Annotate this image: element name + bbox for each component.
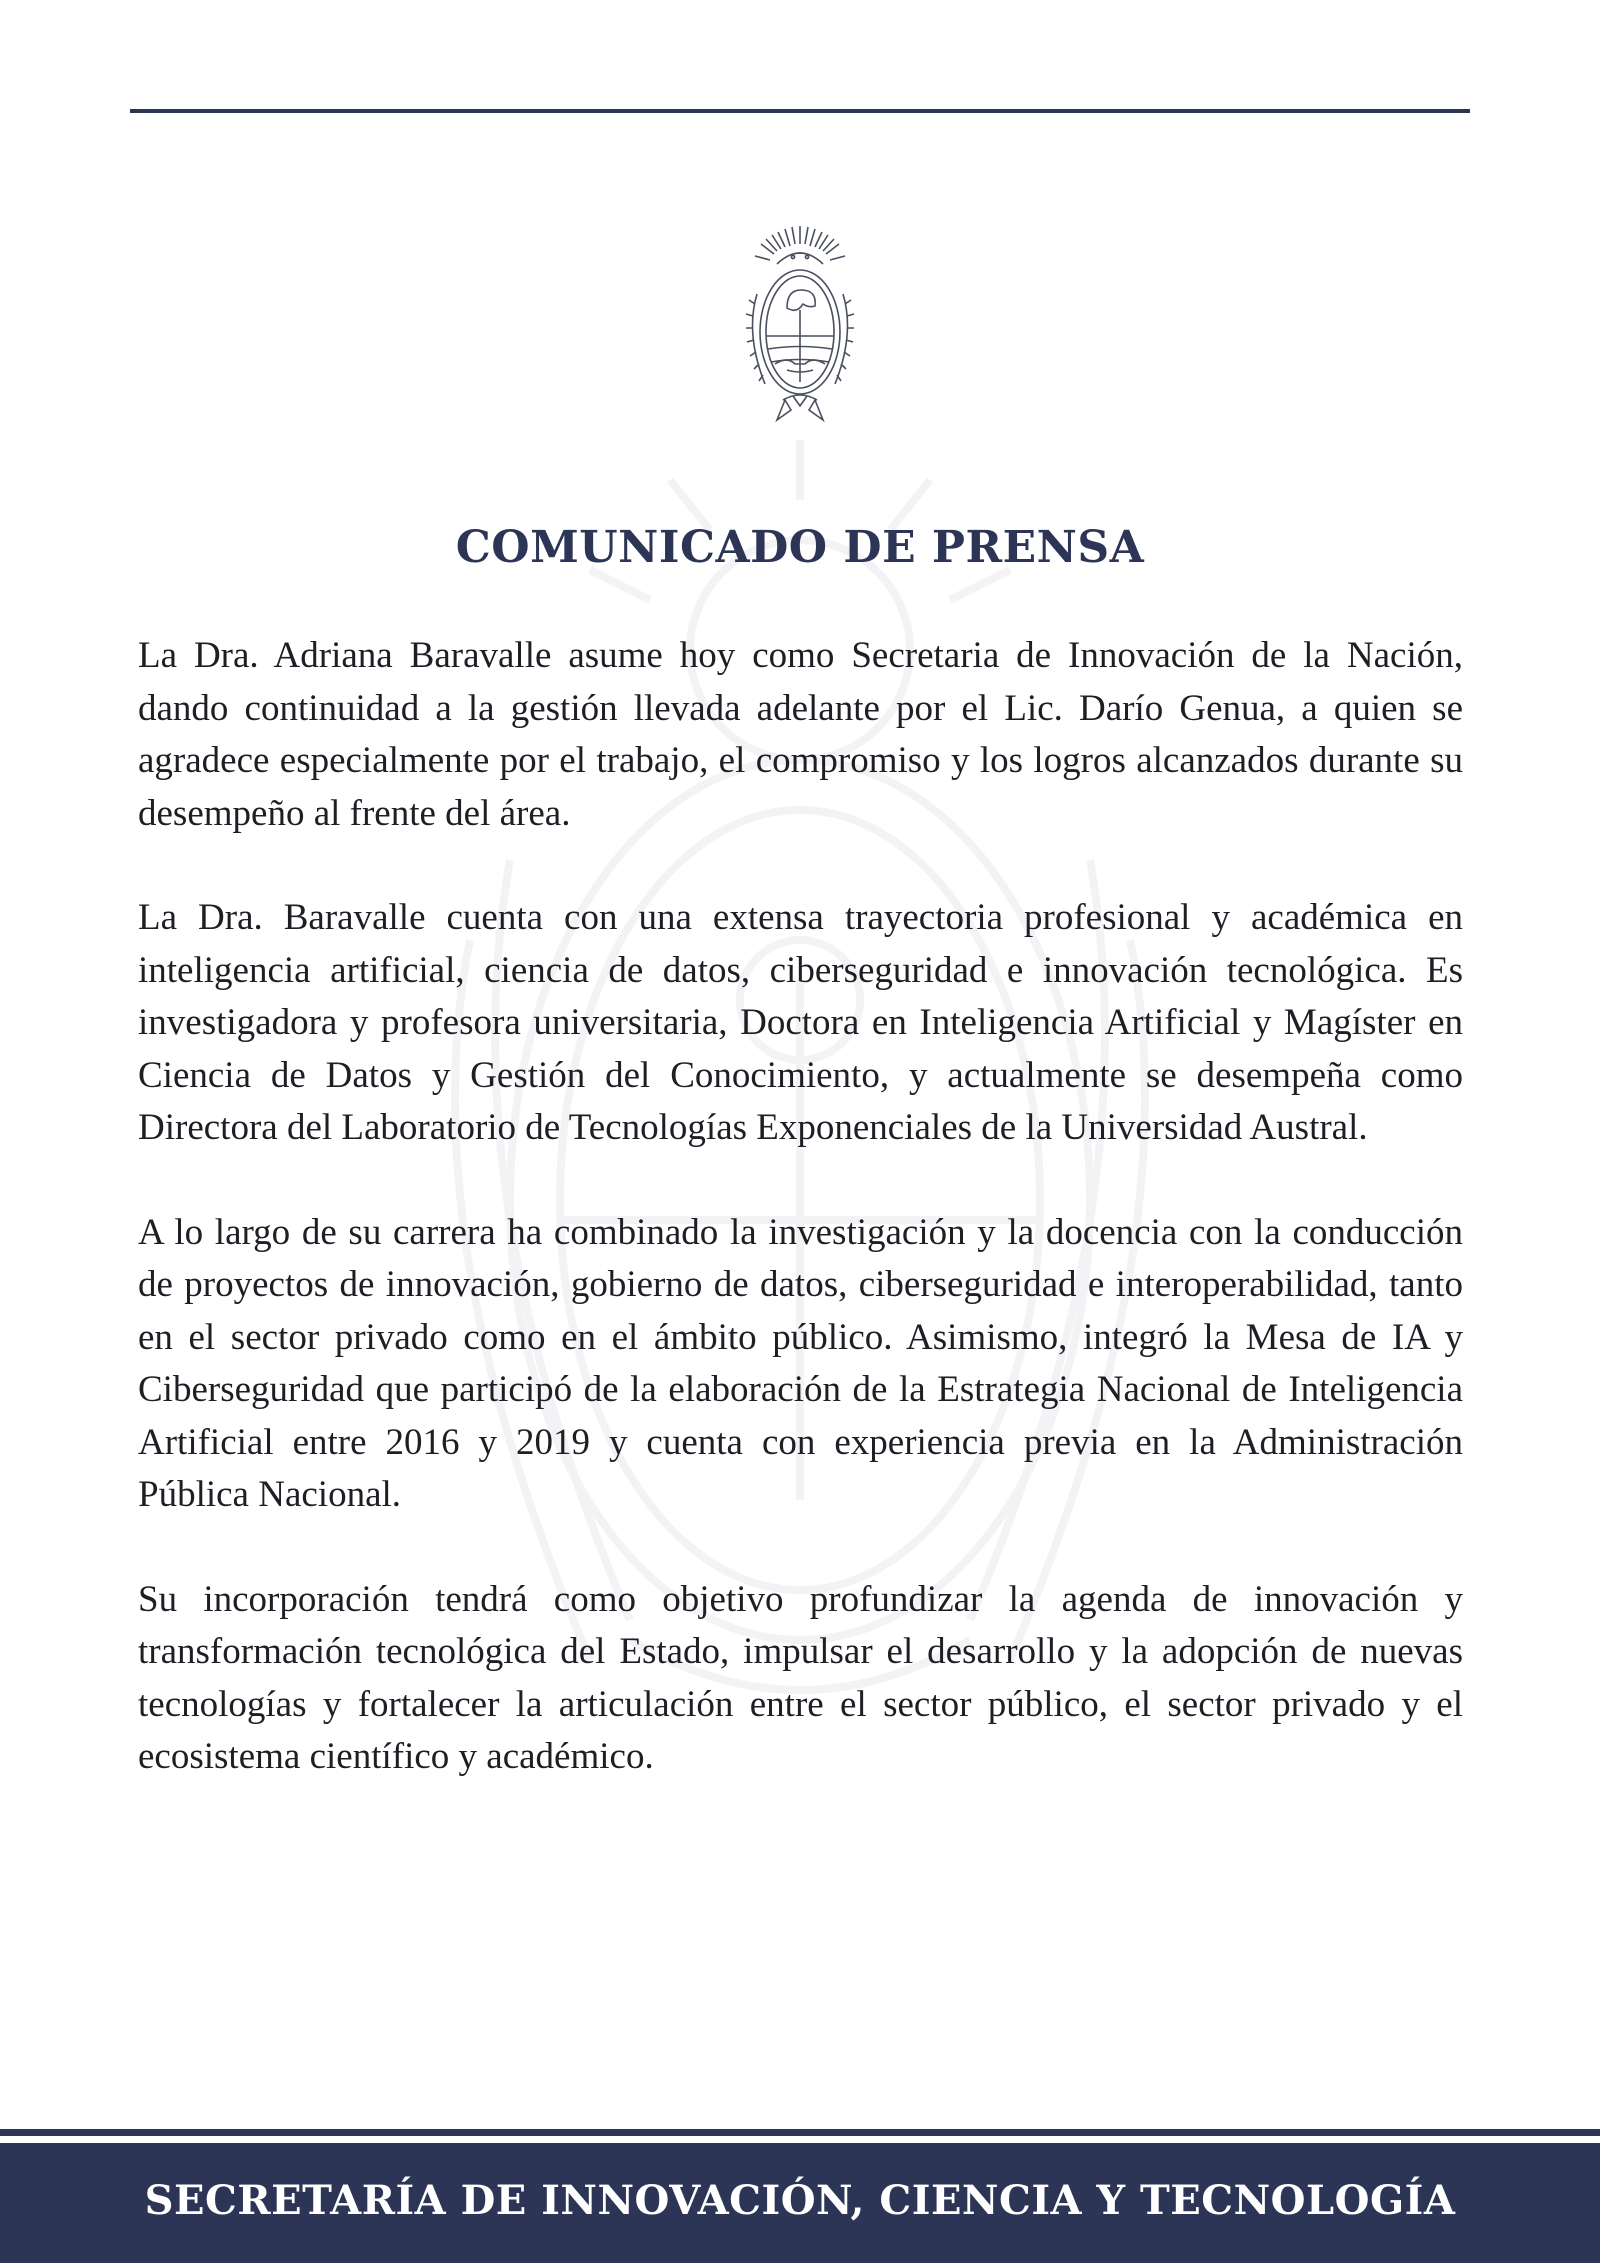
paragraph-3: A lo largo de su carrera ha combinado la investigación y la docencia con la conducción de proyectos de innovación, gobierno de datos, ciberseguridad e interoperabilidad, tanto en el sector privado como en el ámbito público. Asimismo, integró la Mesa de IA y Ciberseguridad que participó de la elaboración de la Estrategia Nacional de Inteligencia Artificial entre 2016 y 2019 y cuenta con experiencia previa en la Administración Pública Nacional.	[138, 1211, 1463, 1515]
footer-divider	[0, 2129, 1600, 2136]
paragraph-4: Su incorporación tendrá como objetivo profundizar la agenda de innovación y transformación tecnológica del Estado, impulsar el desarrollo y la adopción de nuevas tecnologías y fortalecer la articulación entre el sector público, el sector privado y el ecosistema científico y académico.	[138, 1578, 1463, 1777]
page-title: COMUNICADO DE PRENSA	[455, 522, 1145, 573]
header-divider	[130, 109, 1470, 113]
coat-of-arms-icon	[735, 224, 865, 434]
footer-organization: SECRETARÍA DE INNOVACIÓN, CIENCIA Y TECNOLOGÍA	[144, 2176, 1456, 2224]
paragraph-2: La Dra. Baravalle cuenta con una extensa trayectoria profesional y académica en inteligencia artificial, ciencia de datos, ciberseguridad e innovación tecnológica. Es investigadora y profesora universitaria, Doctora en Inteligencia Artificial y Magíster en Ciencia de Datos y Gestión del Conocimiento, y actualmente se desempeña como Directora del Laboratorio de Tecnologías Exponenciales de la Universidad Austral.	[138, 897, 1463, 1148]
press-release-body	[138, 630, 1463, 1836]
footer-banner	[0, 2143, 1600, 2263]
paragraph-1: La Dra. Adriana Baravalle asume hoy como Secretaria de Innovación de la Nación, dando continuidad a la gestión llevada adelante por el Lic. Darío Genua, a quien se agradece especialmente por el trabajo, el compromiso y los logros alcanzados durante su desempeño al frente del área.	[138, 635, 1463, 834]
